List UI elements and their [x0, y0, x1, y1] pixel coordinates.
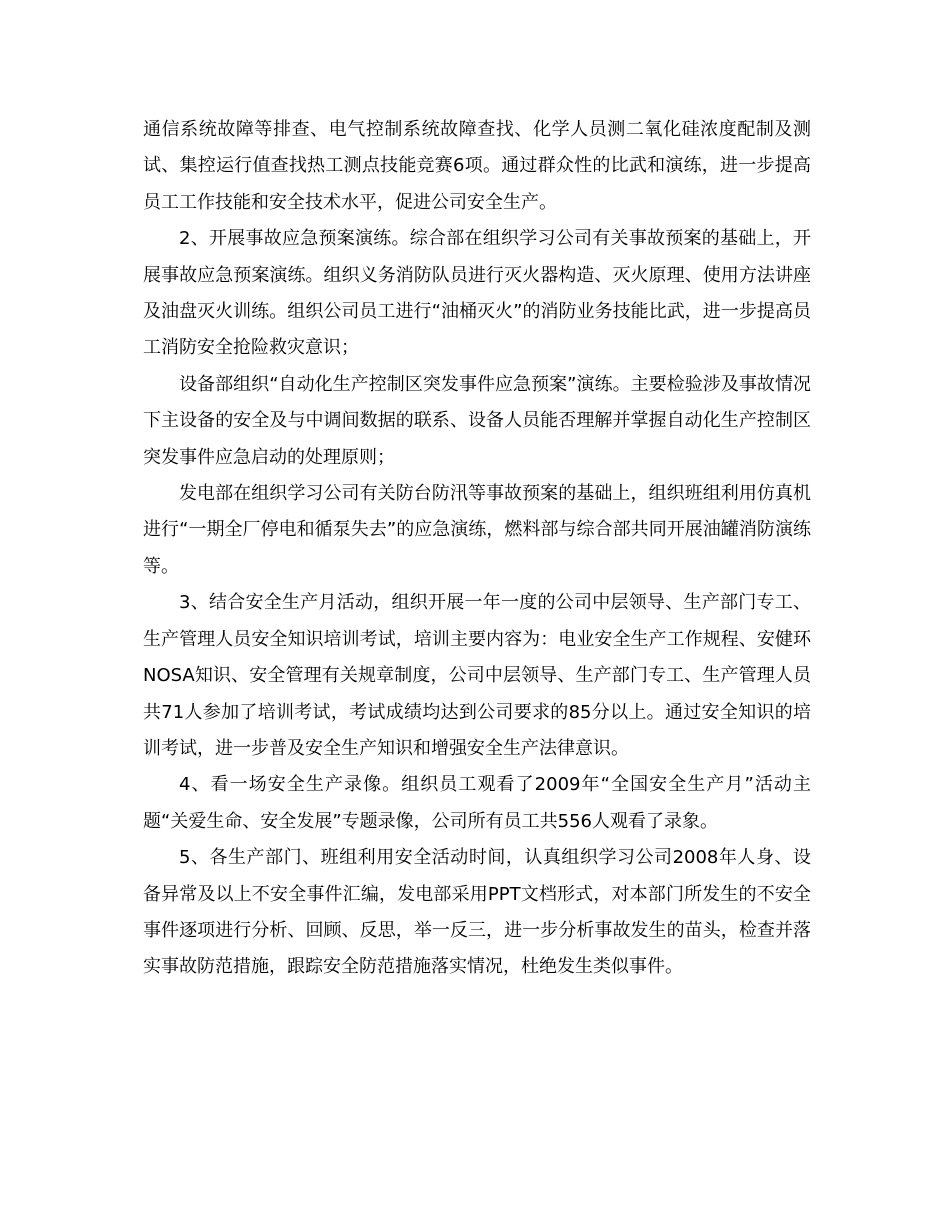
paragraph-item-5: 5、各生产部门、班组利用安全活动时间，认真组织学习公司2008年人身、设备异常及以上不安全事件汇编，发电部采用PPT文档形式，对本部门所发生的不安全事件逐项进行分析、回顾、反思，举一反三，进一步分析事故发生的苗头，检查并落实事故防范措施，跟踪安全防范措施落实情况，杜绝发生类似事件。	[143, 847, 811, 978]
paragraph-item-2: 2、开展事故应急预案演练。综合部在组织学习公司有关事故预案的基础上，开展事故应急预案演练。组织义务消防队员进行灭火器构造、灭火原理、使用方法讲座及油盘灭火训练。组织公司员工进行“油桶灭火”的消防业务技能比武，进一步提高员工消防安全抢险救灾意识；	[143, 228, 811, 359]
paragraph-equipment-dept: 设备部组织“自动化生产控制区突发事件应急预案”演练。主要检验涉及事故情况下主设备的安全及与中调间数据的联系、设备人员能否理解并掌握自动化生产控制区突发事件应急启动的处理原则；	[143, 373, 811, 468]
paragraph-power-dept: 发电部在组织学习公司有关防台防汛等事故预案的基础上，组织班组利用仿真机进行“一期全厂停电和循泵失去”的应急演练，燃料部与综合部共同开展油罐消防演练等。	[143, 483, 811, 577]
paragraph-item-3: 3、结合安全生产月活动，组织开展一年一度的公司中层领导、生产部门专工、生产管理人员安全知识培训考试，培训主要内容为：电业安全生产工作规程、安健环NOSA知识、安全管理有关规章制度，公司中层领导、生产部门专工、生产管理人员共71人参加了培训考试，考试成绩均达到公司要求的85分以上。通过安全知识的培训考试，进一步普及安全生产知识和增强安全生产法律意识。	[143, 592, 811, 759]
document-body	[143, 112, 811, 986]
paragraph-continuation: 通信系统故障等排查、电气控制系统故障查找、化学人员测二氧化硅浓度配制及测试、集控运行值查找热工测点技能竞赛6项。通过群众性的比武和演练，进一步提高员工工作技能和安全技术水平，促进公司安全生产。	[143, 119, 811, 213]
paragraph-item-4: 4、看一场安全生产录像。组织员工观看了2009年“全国安全生产月”活动主题“关爱生命、安全发展”专题录像，公司所有员工共556人观看了录象。	[143, 774, 811, 832]
